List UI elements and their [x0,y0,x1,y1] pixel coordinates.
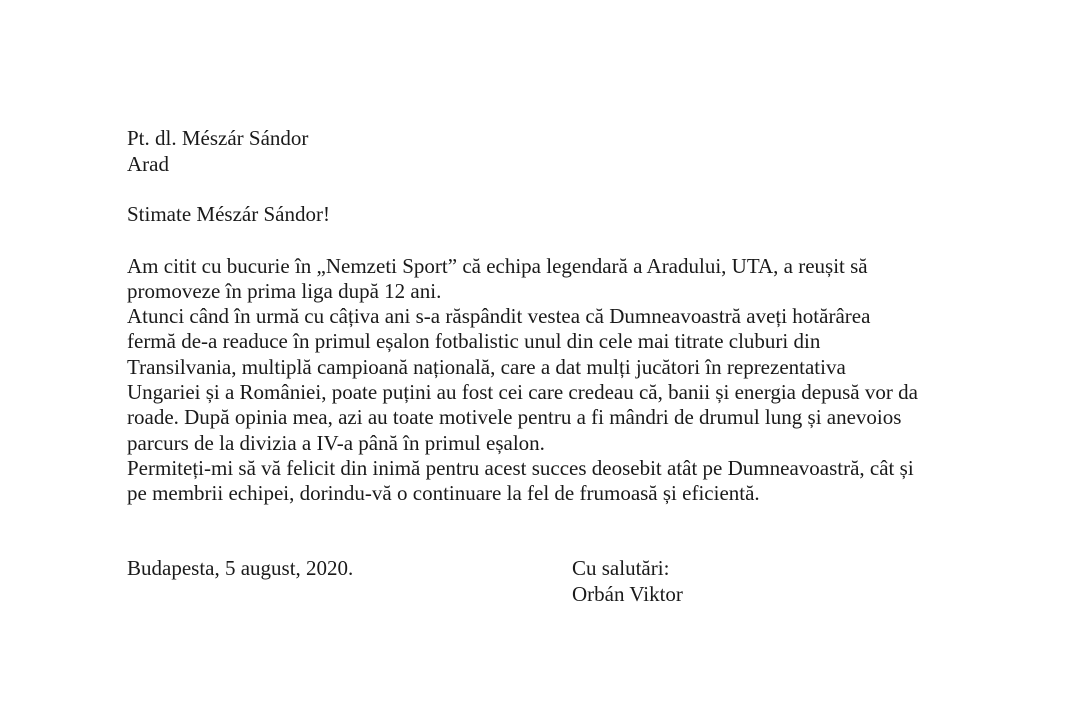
body-line: Ungariei și a României, poate puțini au fost cei care credeau că, banii și energia depusă vor da [127,379,918,404]
signer-name: Orbán Viktor [572,581,683,606]
body-line: parcurs de la divizia a IV-a până în primul eșalon. [127,430,545,455]
closing-block [127,556,967,616]
body-line: pe membrii echipei, dorindu-vă o continuare la fel de frumoasă și eficientă. [127,481,760,506]
addressee-block [127,126,967,177]
letter-body [127,254,967,507]
body-line: Atunci când în urmă cu câțiva ani s-a răspândit vestea că Dumneavoastră aveți hotărârea [127,304,871,329]
body-line: roade. După opinia mea, azi au toate motivele pentru a fi mândri de drumul lung și anevoios [127,405,902,430]
body-line: Am citit cu bucurie în „Nemzeti Sport” că echipa legendară a Aradului, UTA, a reușit să [127,253,868,278]
salutation: Cu salutări: [572,556,670,580]
body-line: fermă de-a readuce în primul eșalon fotbalistic unul din cele mai titrate cluburi din [127,329,821,354]
body-line: Transilvania, multiplă campioană națională, care a dat mulți jucători în reprezentativa [127,354,846,379]
body-line: promoveze în prima liga după 12 ani. [127,278,442,303]
body-line: Permiteți-mi să vă felicit din inimă pentru acest succes deosebit atât pe Dumneavoastră, cât și [127,455,914,480]
signature-block [572,556,683,607]
greeting-text: Stimate Mészár Sándor! [127,202,330,226]
greeting [127,202,967,228]
letter [127,126,967,506]
addressee-name: Pt. dl. Mészár Sándor [127,126,309,150]
place-date: Budapesta, 5 august, 2020. [127,556,354,580]
addressee-city: Arad [127,151,169,176]
